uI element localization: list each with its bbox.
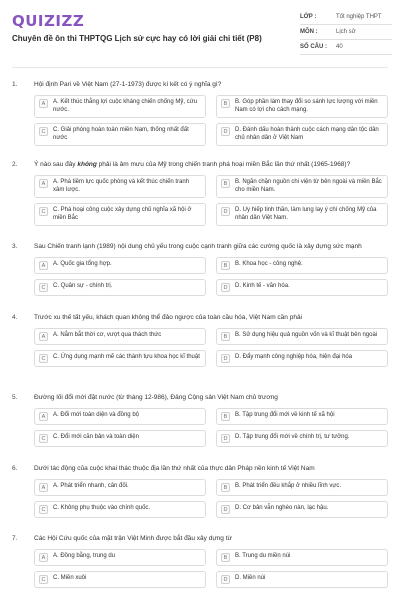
header-divider — [12, 67, 388, 68]
worksheet-info-panel — [300, 10, 392, 55]
option-d[interactable] — [216, 279, 388, 296]
option-text: C. Quân sự - chính trị. — [53, 283, 113, 289]
question-4 — [12, 313, 390, 367]
option-text: D. Đánh dấu hoàn thành cuộc cách mạng dân tộc dân chủ nhân dân ở Việt Nam — [235, 127, 379, 141]
option-b[interactable] — [216, 328, 388, 345]
option-letter: C — [39, 575, 48, 584]
option-b[interactable] — [216, 479, 388, 496]
option-text: C. Ứng dụng mạnh mẽ các thành tựu khoa học kĩ thuật — [53, 354, 200, 360]
option-text: B. Khoa học - công nghệ. — [235, 261, 303, 267]
option-letter: C — [39, 354, 48, 363]
option-a[interactable] — [34, 95, 206, 118]
option-text: D. Kinh tế - văn hóa. — [235, 283, 290, 289]
answer-options — [34, 549, 390, 588]
option-letter: B — [221, 412, 230, 421]
option-text: D. Miền núi — [235, 575, 266, 581]
option-b[interactable] — [216, 95, 388, 118]
question-6 — [12, 464, 390, 518]
question-5 — [12, 393, 390, 447]
option-text: C. Giải phóng hoàn toàn miền Nam, thống nhất đất nước — [53, 127, 189, 141]
option-a[interactable] — [34, 175, 206, 198]
option-c[interactable] — [34, 571, 206, 588]
option-letter: B — [221, 179, 230, 188]
option-text: C. Phá hoại công cuộc xây dựng chủ nghĩa xã hội ở miền Bắc — [53, 207, 192, 221]
option-letter: D — [221, 354, 230, 363]
option-c[interactable] — [34, 123, 206, 146]
option-letter: B — [221, 553, 230, 562]
option-a[interactable] — [34, 549, 206, 566]
option-d[interactable] — [216, 430, 388, 447]
option-c[interactable] — [34, 279, 206, 296]
option-text: C. Không phụ thuộc vào chính quốc. — [53, 505, 151, 511]
option-text: D. Đẩy mạnh công nghiệp hóa, hiện đại hóa — [235, 354, 353, 360]
question-2 — [12, 160, 390, 226]
worksheet-title: Chuyên đề ôn thi THPTQG Lịch sử cực hay có lời giải chi tiết (P8) — [12, 34, 262, 43]
option-letter: C — [39, 283, 48, 292]
option-text: B. Phát triển đều khắp ở nhiều lĩnh vực. — [235, 483, 342, 489]
option-b[interactable] — [216, 175, 388, 198]
option-text: A. Phát triển nhanh, cân đối. — [53, 483, 129, 489]
option-letter: A — [39, 99, 48, 108]
info-label: MÔN : — [300, 29, 318, 35]
option-letter: C — [39, 207, 48, 216]
option-c[interactable] — [34, 350, 206, 367]
option-b[interactable] — [216, 408, 388, 425]
question-number: 1. — [12, 81, 18, 88]
option-letter: C — [39, 127, 48, 136]
question-7 — [12, 534, 390, 588]
option-text: B. Tập trung đổi mới về kinh tế xã hội — [235, 412, 335, 418]
option-letter: A — [39, 483, 48, 492]
option-text: A. Đổi mới toàn diện và đồng bộ — [53, 412, 139, 418]
option-letter: C — [39, 505, 48, 514]
info-label: SỐ CÂU : — [300, 44, 327, 50]
option-letter: D — [221, 575, 230, 584]
option-letter: D — [221, 127, 230, 136]
option-text: D. Tập trung đổi mới về chính trị, tư tưởng. — [235, 434, 350, 440]
answer-options — [34, 95, 390, 146]
option-letter: B — [221, 483, 230, 492]
option-d[interactable] — [216, 203, 388, 226]
worksheet-header — [0, 0, 400, 62]
option-a[interactable] — [34, 408, 206, 425]
option-letter: C — [39, 434, 48, 443]
info-label: LỚP : — [300, 14, 317, 20]
info-value: Tốt nghiệp THPT — [336, 14, 382, 20]
option-letter: D — [221, 207, 230, 216]
option-text: A. Phá tiềm lực quốc phòng và kết thúc chiến tranh xâm lược. — [53, 179, 190, 193]
option-letter: D — [221, 283, 230, 292]
info-row-subject — [300, 25, 392, 40]
question-number: 5. — [12, 394, 18, 401]
option-a[interactable] — [34, 479, 206, 496]
question-text: Ý nào sau đây không phải là âm mưu của Mỹ trong chiến tranh phá hoại miền Bắc lần thứ nhất (1965-1968)? — [34, 161, 351, 168]
option-c[interactable] — [34, 203, 206, 226]
option-letter: A — [39, 179, 48, 188]
option-text: C. Đổi mới căn bản và toàn diện — [53, 434, 139, 440]
option-text: B. Ngăn chặn nguồn chi viện từ bên ngoài và miền Bắc cho miền Nam. — [235, 179, 382, 193]
answer-options — [34, 175, 390, 226]
question-text: Hội định Pari về Việt Nam (27-1-1973) được kí kết có ý nghĩa gì? — [34, 81, 222, 88]
answer-options — [34, 328, 390, 367]
option-b[interactable] — [216, 549, 388, 566]
info-value: 40 — [336, 44, 343, 50]
info-row-class — [300, 10, 392, 25]
question-number: 2. — [12, 161, 18, 168]
option-letter: A — [39, 332, 48, 341]
option-letter: B — [221, 261, 230, 270]
option-text: C. Miền xuôi — [53, 575, 87, 581]
question-text: Dưới tác động của cuộc khai thác thuộc địa lần thứ nhất của thực dân Pháp nền kinh tế Việt Nam — [34, 465, 315, 472]
option-letter: B — [221, 99, 230, 108]
emphasis-text: không — [77, 161, 97, 168]
option-letter: A — [39, 412, 48, 421]
option-a[interactable] — [34, 328, 206, 345]
option-d[interactable] — [216, 501, 388, 518]
question-3 — [12, 242, 390, 296]
option-d[interactable] — [216, 350, 388, 367]
answer-options — [34, 408, 390, 447]
option-a[interactable] — [34, 257, 206, 274]
question-text: Đường lối đổi mới đặt nước (từ tháng 12-986), Đảng Cộng sản Việt Nam chủ trương — [34, 394, 278, 401]
option-d[interactable] — [216, 571, 388, 588]
option-text: D. Cơ bản vẫn nghèo nàn, lạc hậu. — [235, 505, 329, 511]
info-value: Lịch sử — [336, 29, 356, 35]
question-text: Trước xu thế tất yếu, khách quan không thể đảo ngược của toàn cầu hóa, Việt Nam cần phải — [34, 314, 303, 321]
answer-options — [34, 257, 390, 296]
question-number: 7. — [12, 535, 18, 542]
option-text: A. Nắm bắt thời cơ, vượt qua thách thức — [53, 332, 162, 338]
option-letter: A — [39, 553, 48, 562]
info-row-question-count — [300, 40, 392, 55]
option-text: A. Đồng bằng, trung du — [53, 553, 116, 559]
question-text: Các Hội Cứu quốc của mặt trận Việt Minh được bắt đầu xây dựng từ — [34, 535, 232, 542]
question-1 — [12, 80, 390, 146]
question-number: 4. — [12, 314, 18, 321]
option-text: B. Góp phần làm thay đổi so sánh lực lượng với miền Nam có lợi cho cách mạng. — [235, 99, 378, 113]
quizizz-logo: QUIZIZZ — [12, 12, 85, 30]
question-number: 6. — [12, 465, 18, 472]
option-letter: A — [39, 261, 48, 270]
option-c[interactable] — [34, 501, 206, 518]
option-letter: B — [221, 332, 230, 341]
option-text: A. Kết thúc thắng lợi cuộc kháng chiến chống Mỹ, cứu nước. — [53, 99, 198, 113]
option-text: A. Quốc gia tổng hợp. — [53, 261, 112, 267]
option-c[interactable] — [34, 430, 206, 447]
option-text: D. Uy hiếp tinh thần, làm lung lay ý chí chống Mỹ của nhân dân Việt Nam. — [235, 207, 377, 221]
option-text: B. Trung du miền núi — [235, 553, 291, 559]
option-letter: D — [221, 434, 230, 443]
question-text: Sau Chiến tranh lạnh (1989) nội dung chủ yếu trong cuộc cạnh tranh giữa các cường quốc là xây dựng sức mạnh — [34, 243, 362, 250]
answer-options — [34, 479, 390, 518]
option-letter: D — [221, 505, 230, 514]
question-number: 3. — [12, 243, 18, 250]
option-text: B. Sử dụng hiệu quả nguồn vốn và kĩ thuật bên ngoài — [235, 332, 378, 338]
option-d[interactable] — [216, 123, 388, 146]
option-b[interactable] — [216, 257, 388, 274]
